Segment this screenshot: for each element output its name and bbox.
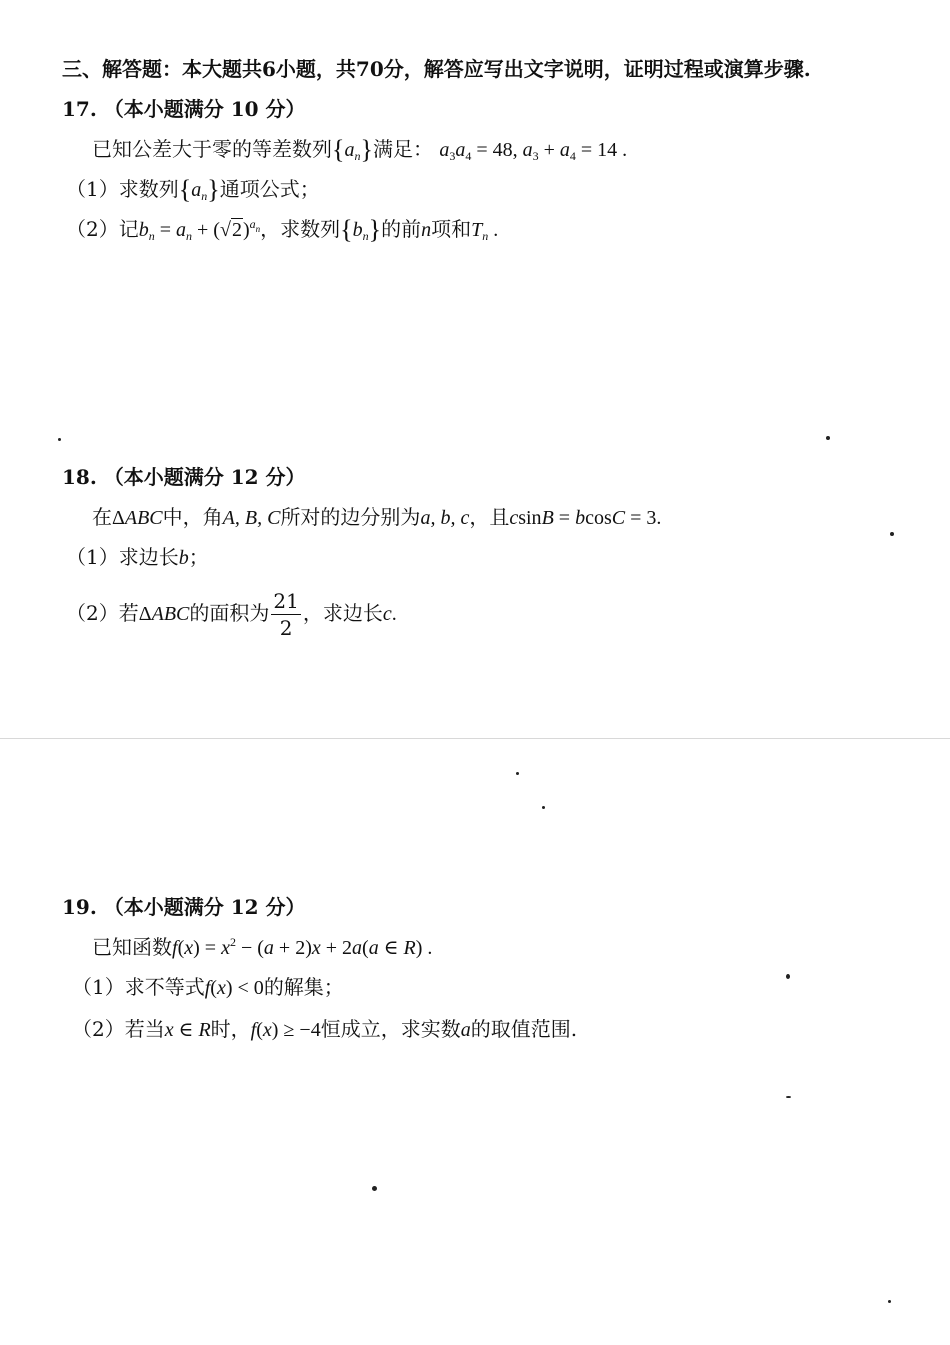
q18-p1-prefix: （1）求边长 (66, 545, 179, 569)
q17-p1-prefix: （1）求数列 (66, 177, 179, 201)
q17-p1-suffix: 通项公式； (219, 177, 320, 201)
scan-speck (890, 532, 894, 536)
q17-part1 (66, 174, 320, 205)
q17-p2-suffix: 的前 (381, 217, 422, 241)
q19-header (62, 892, 306, 922)
section-heading: 三、解答题：本大题共6小题，共70分，解答应写出文字说明，证明过程或演算步骤. (62, 57, 811, 81)
scan-speck (542, 806, 545, 809)
q17-condition: $a_3a_4 = 48$, $a_3 + a_4 = 14$ . (439, 139, 628, 163)
scan-speck (516, 772, 519, 775)
q19-p1-ineq: f(x) < 0 (204, 977, 264, 999)
q18-triangle: ΔABC (112, 507, 163, 529)
q17-seq-an: $\{a_n\}$ (332, 135, 373, 164)
q19-part1 (72, 972, 344, 1003)
q17-part2 (66, 214, 498, 245)
q18-stem-mid3: ，且 (469, 505, 510, 529)
q19-p1-prefix: （1）求不等式 (72, 975, 205, 999)
q18-p2-triangle: ΔABC (138, 603, 190, 625)
q18-p2-c: c. (382, 603, 397, 625)
q17-score: （本小题满分 10 分） (103, 97, 306, 121)
q19-number: 19. (62, 895, 97, 919)
q19-p2-ineq: f(x) ≥ −4 (250, 1019, 321, 1041)
q17-p2-tail: 项和 (431, 217, 472, 241)
q17-stem (92, 134, 627, 165)
q17-stem-mid: 满足： (372, 137, 433, 161)
q18-p1-b: b (178, 547, 189, 569)
q18-stem-mid2: 所对的边分别为 (280, 505, 421, 529)
q19-function: $f(x) = x^2 - (a + 2)x + 2a(a$ ∈ R) . (172, 935, 433, 959)
q17-p2-prefix: （2）记 (66, 217, 139, 241)
q18-stem-prefix: 在 (92, 505, 112, 529)
q18-angles: A, B, C (222, 507, 281, 529)
q18-p2-mid: 的面积为 (189, 601, 270, 625)
scan-speck (372, 1186, 377, 1191)
q19-stem (92, 932, 432, 963)
q18-condition: csinB = bcosC = 3. (509, 507, 662, 529)
q18-score: （本小题满分 12 分） (103, 465, 306, 489)
q19-p2-mid2: 恒成立，求实数 (320, 1017, 461, 1041)
q17-bn-def: $b_n = a_n + (√2)^{a_n}$ (138, 217, 261, 243)
divider-line (0, 738, 950, 739)
q17-header (62, 94, 306, 124)
q18-sides: a, b, c (420, 507, 470, 529)
q18-p2-suffix: ，求边长 (302, 601, 383, 625)
q18-area-fraction: $\frac{21}{2}$ (273, 589, 299, 640)
q18-p1-end: ； (188, 545, 209, 569)
q19-p2-prefix: （2）若当 (72, 1017, 165, 1041)
q17-p2-seq: $\{b_n\}$ (340, 215, 382, 244)
q19-stem-prefix: 已知函数 (92, 935, 172, 959)
q19-p2-suffix: 的取值范围. (470, 1017, 578, 1041)
q19-p2-mid: 时， (210, 1017, 251, 1041)
q17-p2-mid: ，求数列 (260, 217, 341, 241)
scan-speck (58, 438, 61, 441)
q18-part2 (66, 588, 397, 641)
q18-p2-prefix: （2）若 (66, 601, 139, 625)
q17-p2-n: n (421, 219, 432, 241)
q18-stem-mid: 中，角 (162, 505, 223, 529)
scan-speck (826, 436, 830, 440)
scan-speck (888, 1300, 891, 1303)
q17-stem-prefix: 已知公差大于零的等差数列 (92, 137, 332, 161)
q18-stem (92, 502, 661, 533)
scan-speck (786, 974, 790, 979)
q19-p1-suffix: 的解集； (263, 975, 344, 999)
q19-part2 (72, 1014, 577, 1045)
q19-p2-x: x ∈ R (164, 1019, 211, 1041)
q17-p2-Tn: $T_n$ . (471, 219, 499, 243)
scan-speck (786, 1096, 791, 1098)
q19-score: （本小题满分 12 分） (103, 895, 306, 919)
q19-p2-a: a (460, 1019, 471, 1041)
q17-p1-seq: $\{a_n\}$ (178, 175, 220, 204)
q18-number: 18. (62, 465, 97, 489)
q17-number: 17. (62, 97, 97, 121)
q18-header (62, 462, 306, 492)
q18-part1 (66, 542, 209, 573)
